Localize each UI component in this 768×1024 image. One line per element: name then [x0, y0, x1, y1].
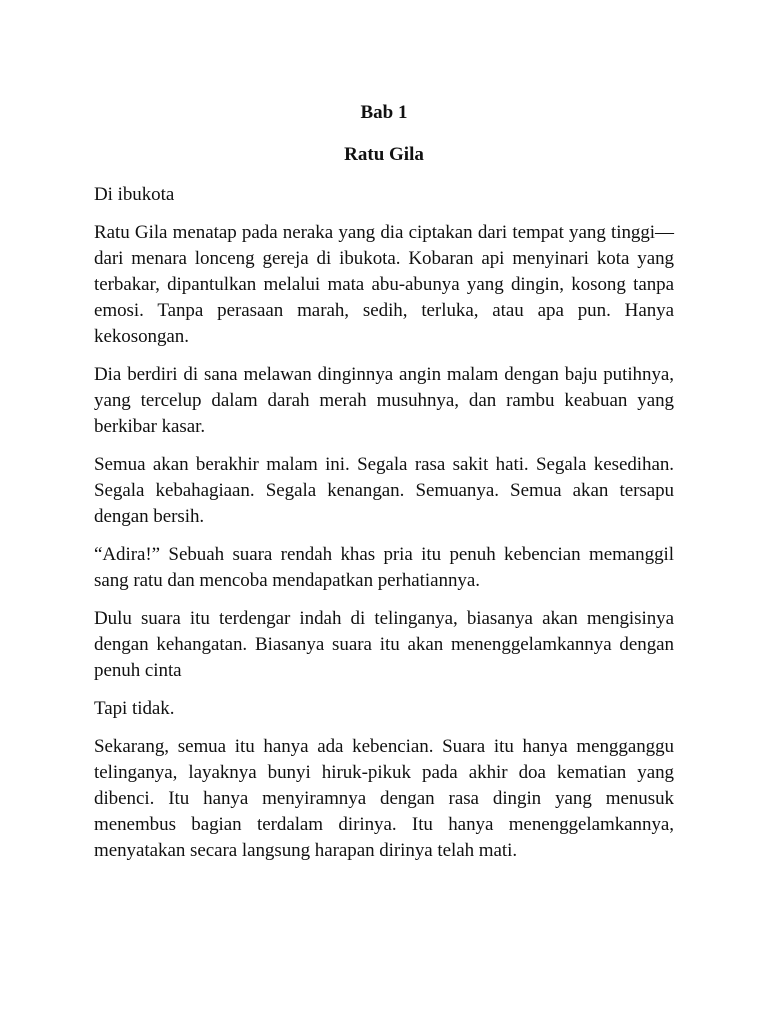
- paragraph: Dulu suara itu terdengar indah di telinganya, biasanya akan mengisinya dengan kehangatan. Biasanya suara itu akan menenggelamkannya dengan penuh cinta: [94, 608, 674, 681]
- chapter-label: Bab 1: [360, 102, 408, 123]
- chapter-title: Ratu Gila: [344, 144, 424, 165]
- paragraph: Sekarang, semua itu hanya ada kebencian. Suara itu hanya mengganggu telinganya, layaknya bunyi hiruk-pikuk pada akhir doa kematian yang dibenci. Itu hanya menyiramnya dengan rasa dingin yang menusuk menembus bagian terdalam dirinya. Itu hanya menenggelamkannya, menyatakan secara langsung harapan dirinya telah mati.: [94, 736, 674, 861]
- paragraph: Dia berdiri di sana melawan dinginnya angin malam dengan baju putihnya, yang tercelup dalam darah merah musuhnya, dan rambu keabuan yang berkibar kasar.: [94, 364, 674, 437]
- document-page: [94, 100, 674, 876]
- paragraph-location: Di ibukota: [94, 184, 175, 205]
- paragraph: Semua akan berakhir malam ini. Segala rasa sakit hati. Segala kesedihan. Segala kebahagiaan. Segala kenangan. Semuanya. Semua akan tersapu dengan bersih.: [94, 454, 674, 527]
- paragraph: Tapi tidak.: [94, 698, 175, 719]
- paragraph: “Adira!” Sebuah suara rendah khas pria itu penuh kebencian memanggil sang ratu dan mencoba mendapatkan perhatiannya.: [94, 544, 674, 591]
- paragraph: Ratu Gila menatap pada neraka yang dia ciptakan dari tempat yang tinggi—dari menara lonceng gereja di ibukota. Kobaran api menyinari kota yang terbakar, dipantulkan melalui mata abu-abunya yang dingin, kosong tanpa emosi. Tanpa perasaan marah, sedih, terluka, atau apa pun. Hanya kekosongan.: [94, 222, 674, 347]
